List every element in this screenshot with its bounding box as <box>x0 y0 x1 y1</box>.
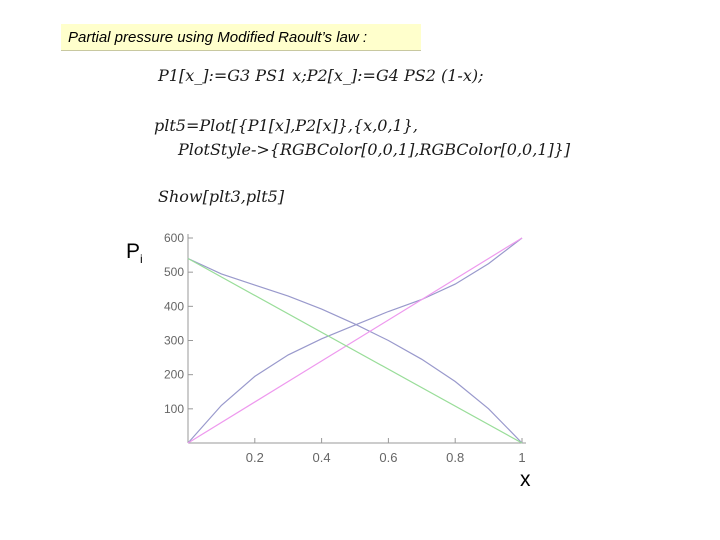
x-tick-label: 1 <box>518 450 526 465</box>
y-axis-label-main: P <box>126 240 141 263</box>
code-line-plotstyle: PlotStyle->{RGBColor[0,0,1],RGBColor[0,0,1]}] <box>178 140 571 159</box>
code-line-show: Show[plt3,plt5] <box>158 187 285 206</box>
series-line-4 <box>188 259 522 444</box>
x-tick-label: 0.6 <box>379 450 398 465</box>
y-tick-label: 500 <box>163 265 184 280</box>
series-line-3 <box>188 238 522 443</box>
x-tick-label: 0.4 <box>312 450 331 465</box>
code-line-definition: P1[x_]:=G3 PS1 x;P2[x_]:=G4 PS2 (1-x); <box>158 66 484 85</box>
code-line-plot: plt5=Plot[{P1[x],P2[x]},{x,0,1}, <box>154 116 418 135</box>
y-tick-label: 200 <box>163 367 184 382</box>
slide-title: Partial pressure using Modified Raoult’s law : <box>68 29 368 46</box>
x-tick-label: 0.8 <box>446 450 465 465</box>
y-tick-label: 300 <box>163 333 184 348</box>
y-tick-label: 100 <box>163 401 184 416</box>
y-tick-label: 400 <box>163 299 184 314</box>
y-axis-label-subscript: i <box>140 252 143 267</box>
x-tick-label: 0.2 <box>245 450 264 465</box>
x-axis-label: x <box>520 468 531 491</box>
y-tick-label: 600 <box>163 231 184 245</box>
